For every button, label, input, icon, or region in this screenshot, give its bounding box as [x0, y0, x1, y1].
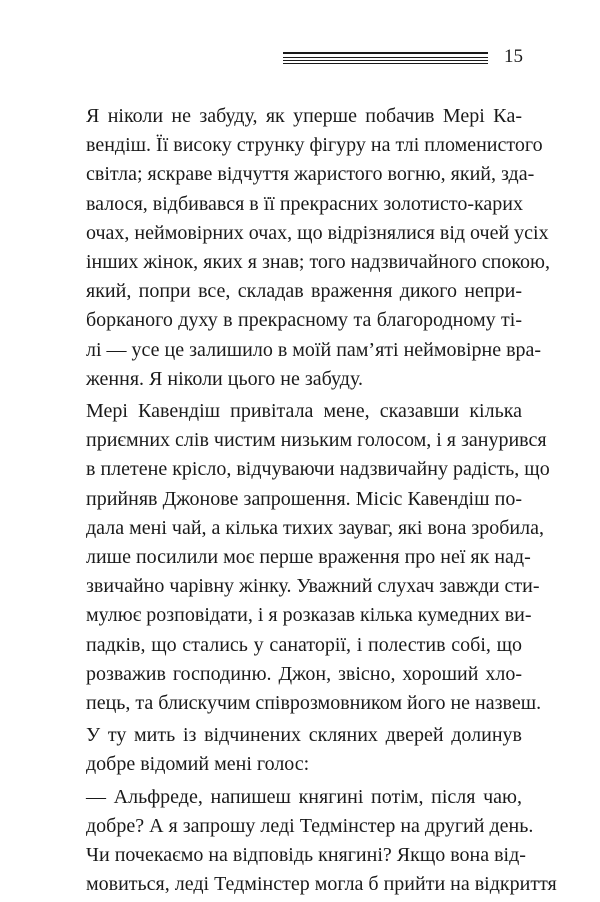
page-body [62, 102, 557, 902]
text-line: вендіш. Її високу струнку фігуру на тлі пломенистого [86, 134, 543, 157]
header-rule [283, 52, 488, 54]
text-line: мулює розповідати, і я розказав кілька кумедних ви- [86, 604, 532, 627]
text-line: дала мені чай, а кілька тихих зауваг, які вона зробила, [86, 516, 544, 539]
header-rule [283, 63, 488, 64]
paragraph [62, 721, 522, 779]
paragraph [62, 783, 557, 900]
text-line: світла; яскраве відчуття жаристого вогню, який, зда- [86, 163, 535, 186]
text-line: в плетене крісло, відчуваючи надзвичайну радість, що [86, 458, 550, 481]
text-line: добре? А я запрошу леді Тедмінстер на другий день. [86, 814, 534, 837]
text-line: який, попри все, складав враження дикого непри- [86, 280, 522, 303]
text-line: звичайно чарівну жінку. Уважний слухач завжди сти- [86, 575, 540, 598]
running-header [283, 46, 523, 68]
text-line: валося, відбивався в її прекрасних золотисто-карих [86, 192, 524, 215]
text-line: — Альфреде, напишеш княгині потім, після чаю, [86, 785, 522, 808]
text-line: інших жінок, яких я знав; того надзвичайного спокою, [86, 251, 550, 274]
page-number: 15 [504, 46, 523, 67]
text-line: мовиться, леді Тедмінстер могла б прийти на відкриття [86, 873, 557, 896]
text-line: розважив господиню. Джон, звісно, хороший хло- [86, 662, 522, 685]
text-line: добре відомий мені голос: [86, 753, 310, 776]
text-line: прийняв Джонове запрошення. Місіс Кавендіш по- [86, 487, 522, 510]
text-line: приємних слів чистим низьким голосом, і я занурився [86, 429, 547, 452]
paragraph [62, 102, 550, 394]
paragraph [62, 397, 550, 718]
text-line: падків, що стались у санаторії, і полестив собі, що [86, 633, 522, 656]
text-line: Мері Кавендіш привітала мене, сказавши кілька [86, 400, 522, 423]
text-line: лі — усе це залишило в моїй пам’яті неймовірне вра- [86, 338, 542, 361]
text-line: борканого духу в прекрасному та благородному ті- [86, 309, 522, 332]
header-rule [283, 57, 488, 58]
text-line: У ту мить із відчинених скляних дверей долинув [86, 724, 522, 747]
text-line: ження. Я ніколи цього не забуду. [86, 367, 363, 390]
text-line: очах, неймовірних очах, що відрізнялися від очей усіх [86, 221, 549, 244]
text-line: пець, та блискучим співрозмовником його не назвеш. [86, 692, 542, 715]
text-line: Я ніколи не забуду, як уперше побачив Мері Кa- [86, 105, 522, 127]
text-line: лише посилили моє перше враження про неї як над- [86, 546, 531, 569]
header-rule [283, 60, 488, 61]
text-line: Чи почекаємо на відповідь княгині? Якщо вона від- [86, 844, 526, 867]
